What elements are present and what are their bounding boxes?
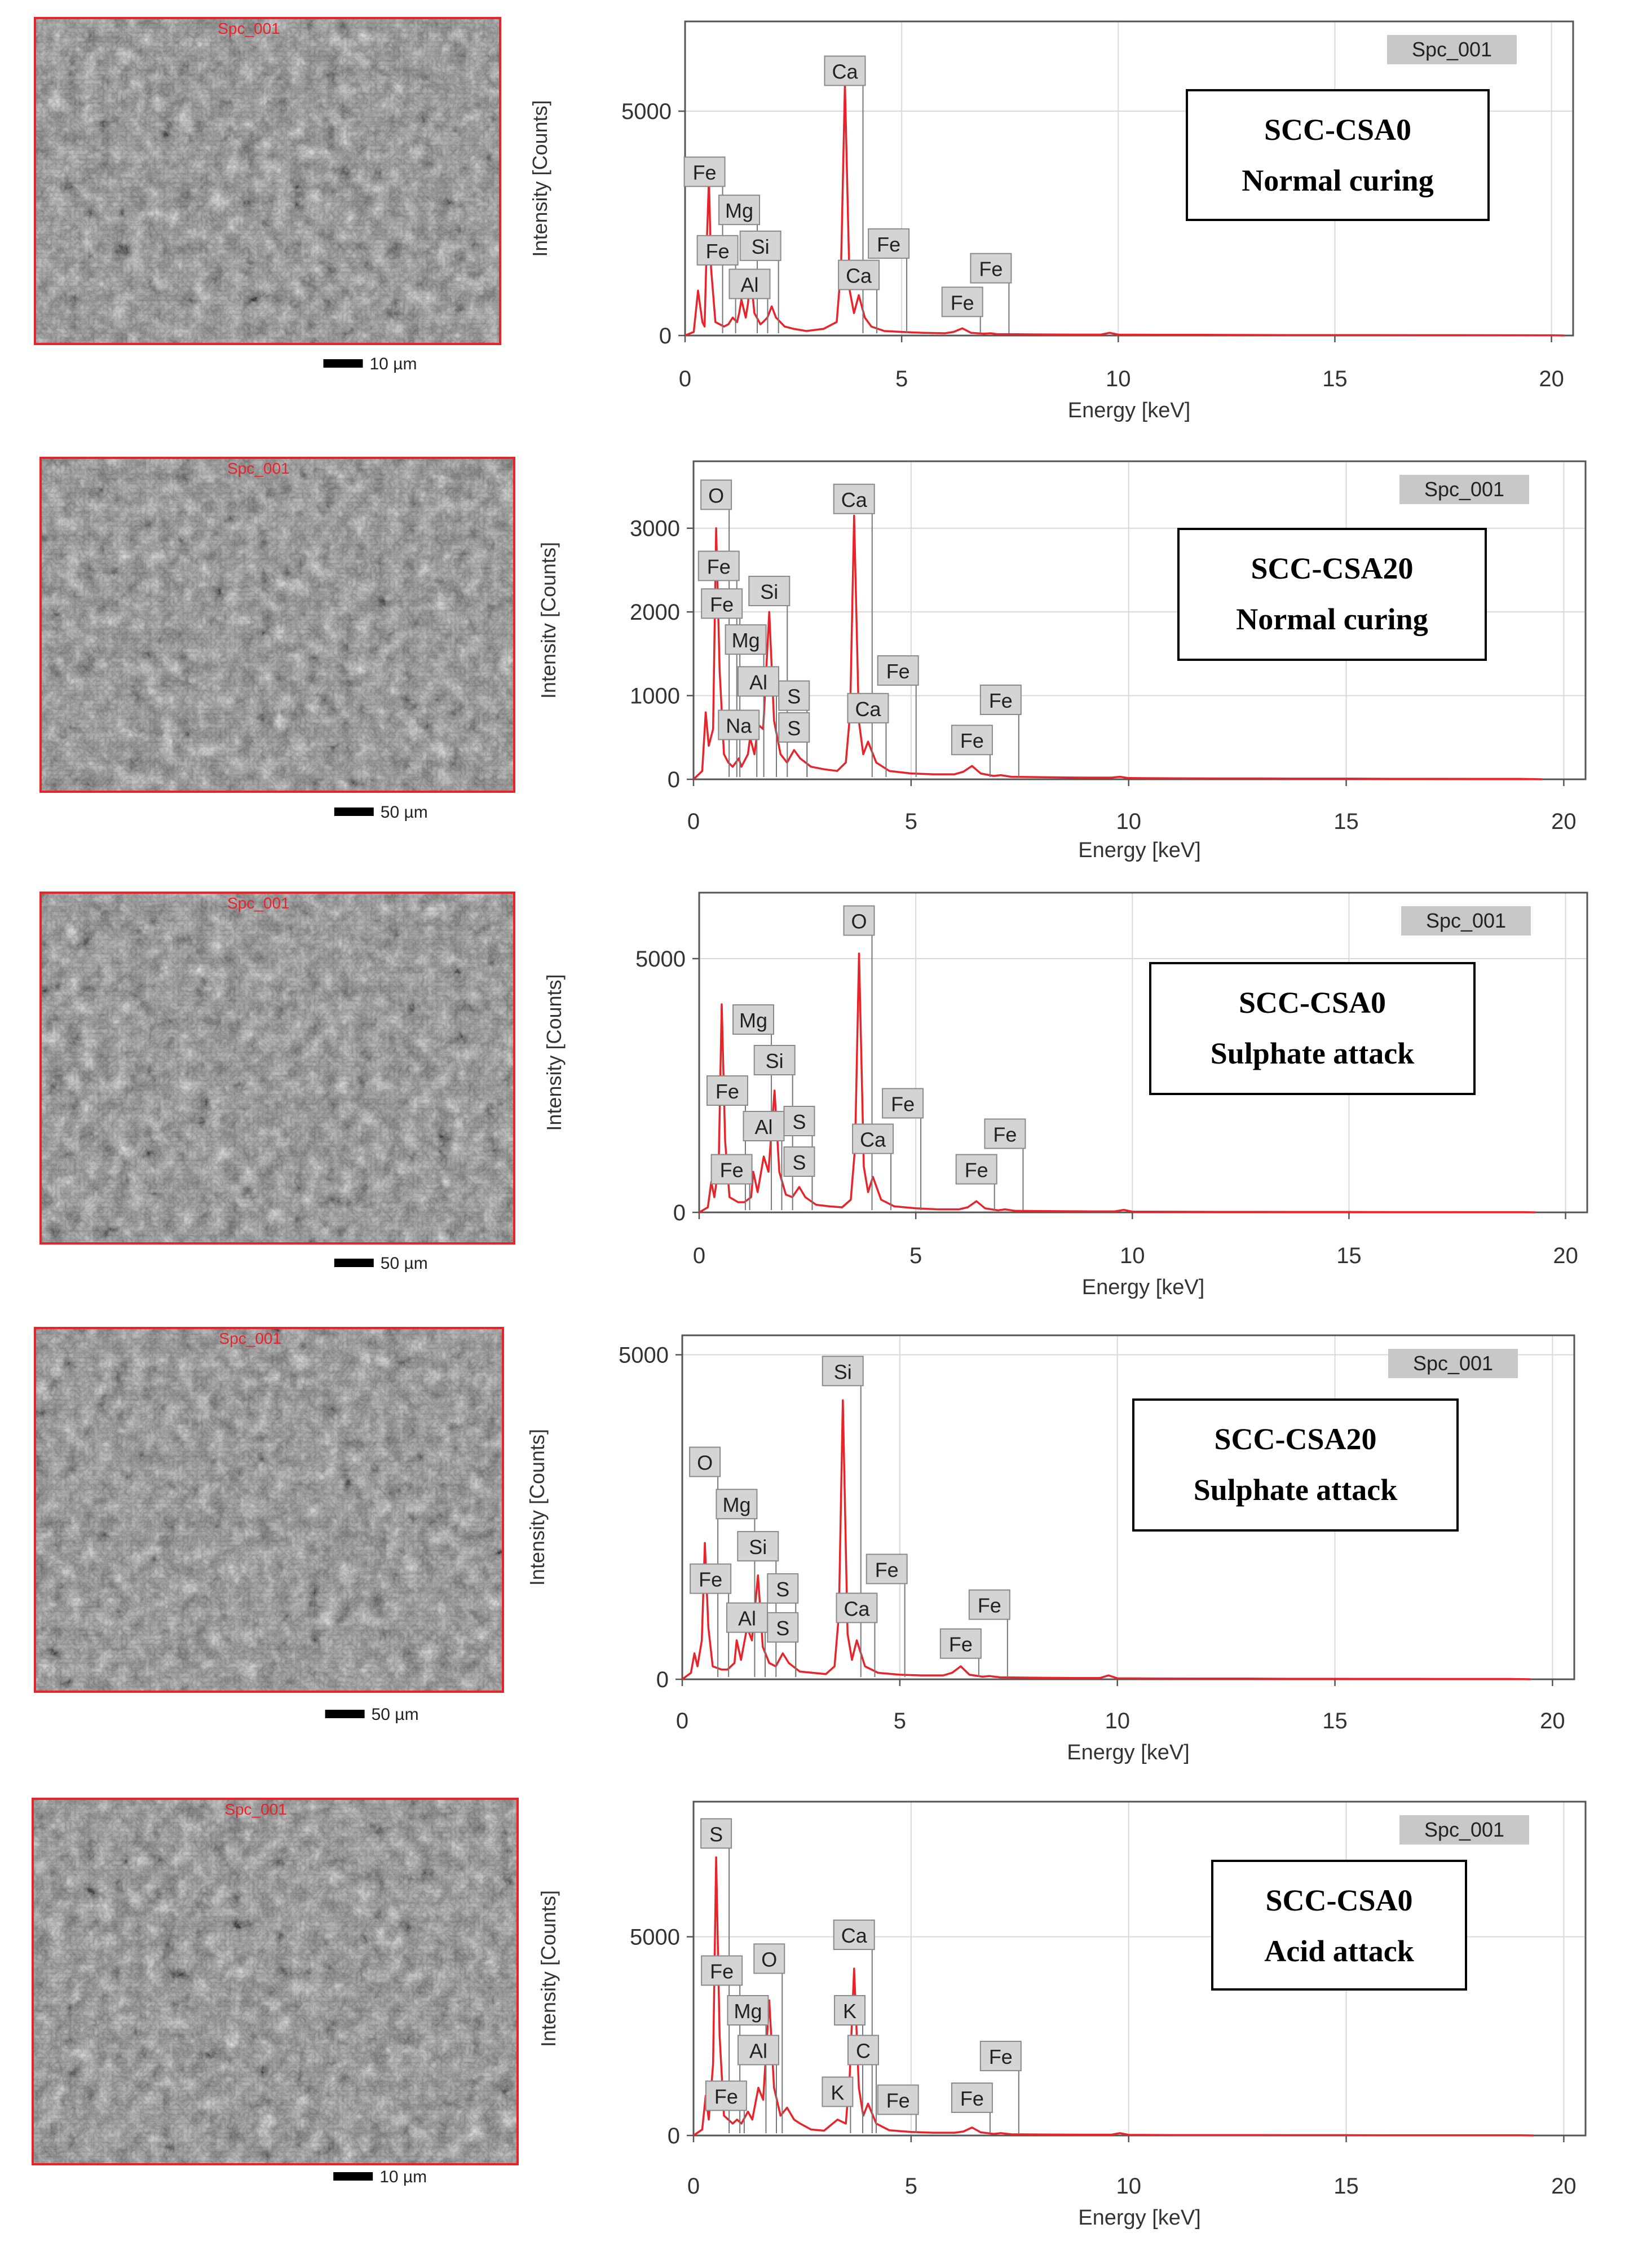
x-axis-label: Energy [keV] bbox=[1067, 399, 1191, 422]
peak-label-text: Si bbox=[760, 580, 779, 604]
y-axis-label: Intensity [Counts] bbox=[542, 974, 566, 1131]
x-tick-label: 15 bbox=[1333, 809, 1359, 834]
x-axis-label: Energy [keV] bbox=[1078, 839, 1201, 862]
peak-label-text: Al bbox=[754, 1115, 773, 1139]
x-axis-label: Energy [keV] bbox=[1078, 2206, 1201, 2230]
x-axis-label: Energy [keV] bbox=[1081, 1276, 1205, 1299]
x-tick-label: 20 bbox=[1539, 367, 1564, 391]
peak-label-text: Mg bbox=[725, 199, 754, 223]
peak-label-text: Fe bbox=[886, 660, 910, 683]
x-tick-label: 0 bbox=[687, 809, 700, 834]
x-tick-label: 5 bbox=[895, 367, 908, 391]
sample-box-line2: Normal curing bbox=[1236, 602, 1428, 636]
x-tick-label: 5 bbox=[909, 1243, 922, 1268]
spectrum-chart bbox=[537, 1802, 1586, 2230]
x-tick-label: 10 bbox=[1116, 2174, 1141, 2199]
y-tick-label: 5000 bbox=[621, 99, 672, 125]
peak-label-text: Si bbox=[765, 1049, 784, 1073]
peak-label-text: Fe bbox=[964, 1158, 988, 1182]
peak-label-text: C bbox=[855, 2039, 871, 2063]
panel-3 bbox=[41, 893, 1587, 1299]
y-tick-label: 0 bbox=[673, 1201, 686, 1225]
peak-label-text: Fe bbox=[699, 1568, 723, 1591]
peak-label-text: S bbox=[787, 685, 801, 708]
sem-scale-bar bbox=[334, 808, 374, 816]
sem-image-grain bbox=[41, 458, 514, 792]
sem-micrograph bbox=[41, 458, 514, 822]
peak-label-text: Fe bbox=[692, 161, 717, 184]
y-tick-label: 1000 bbox=[630, 683, 680, 709]
peak-label-text: Fe bbox=[875, 1558, 899, 1582]
x-tick-label: 0 bbox=[687, 2174, 700, 2199]
y-tick-label: 3000 bbox=[630, 516, 680, 541]
y-tick-label: 5000 bbox=[619, 1343, 669, 1368]
peak-label-text: Fe bbox=[710, 593, 734, 616]
peak-label-text: S bbox=[776, 1577, 790, 1601]
peak-label-text: Fe bbox=[977, 1594, 1001, 1617]
x-tick-label: 20 bbox=[1553, 1243, 1578, 1268]
x-tick-label: 5 bbox=[904, 2174, 917, 2199]
sem-micrograph bbox=[33, 1799, 518, 2186]
y-tick-label: 2000 bbox=[630, 600, 680, 625]
sample-box-line1: SCC-CSA0 bbox=[1264, 113, 1412, 147]
peak-label-text: Al bbox=[749, 2039, 767, 2063]
x-tick-label: 20 bbox=[1551, 2174, 1577, 2199]
peak-label-text: Fe bbox=[950, 291, 974, 315]
sample-box-line2: Sulphate attack bbox=[1193, 1473, 1398, 1507]
y-axis-label: Intensitv [Counts] bbox=[537, 541, 560, 699]
panel-5 bbox=[33, 1799, 1586, 2230]
peak-label-text: O bbox=[708, 484, 725, 508]
peak-label-text: Fe bbox=[715, 1080, 739, 1103]
y-axis-label: Intensity [Counts] bbox=[528, 100, 551, 257]
peak-label-text: Fe bbox=[891, 1092, 915, 1116]
peak-label-text: Na bbox=[726, 714, 752, 738]
peak-label-text: Al bbox=[738, 1607, 756, 1630]
peak-label-text: Ca bbox=[841, 1924, 867, 1948]
panel-4 bbox=[35, 1328, 1574, 1764]
peak-label-text: Al bbox=[740, 273, 759, 297]
peak-label-text: Ca bbox=[846, 264, 872, 288]
peak-label-text: Mg bbox=[739, 1009, 768, 1032]
sem-spectrum-label: Spc_001 bbox=[224, 1801, 287, 1818]
peak-label-text: Mg bbox=[731, 629, 760, 652]
sem-spectrum-label: Spc_001 bbox=[227, 460, 290, 477]
peak-label-text: Si bbox=[833, 1360, 852, 1384]
x-tick-label: 10 bbox=[1116, 809, 1141, 834]
x-tick-label: 0 bbox=[675, 1709, 689, 1733]
peak-label-text: Fe bbox=[988, 2045, 1013, 2069]
sem-spectrum-label: Spc_001 bbox=[227, 894, 290, 912]
x-tick-label: 5 bbox=[893, 1709, 906, 1733]
x-tick-label: 15 bbox=[1322, 1709, 1348, 1733]
sample-box-line1: SCC-CSA0 bbox=[1265, 1883, 1413, 1917]
peak-label-text: Ca bbox=[844, 1597, 870, 1621]
spectrum-chart bbox=[528, 21, 1573, 422]
peak-label-text: Fe bbox=[960, 729, 984, 753]
sem-scale-label: 50 µm bbox=[380, 803, 428, 822]
peak-label-text: O bbox=[851, 910, 867, 933]
peak-label-text: O bbox=[697, 1451, 713, 1475]
x-tick-label: 5 bbox=[904, 809, 917, 834]
sample-box bbox=[1178, 529, 1486, 660]
peak-label-text: Al bbox=[749, 670, 767, 694]
sem-micrograph bbox=[41, 893, 514, 1273]
peak-label-text: Ca bbox=[855, 697, 881, 721]
peak-label-text: S bbox=[792, 1151, 806, 1174]
sample-box bbox=[1133, 1400, 1458, 1530]
peak-label-text: Mg bbox=[734, 2000, 762, 2023]
peak-label-text: S bbox=[787, 716, 801, 740]
legend-tag-text: Spc_001 bbox=[1425, 909, 1507, 932]
spectrum-chart bbox=[537, 461, 1586, 862]
spectrum-chart bbox=[526, 1335, 1574, 1764]
peak-label-text: Fe bbox=[877, 232, 901, 256]
peak-label-text: S bbox=[709, 1823, 723, 1846]
peak-label-text: S bbox=[792, 1110, 806, 1133]
x-tick-label: 20 bbox=[1551, 809, 1577, 834]
sem-micrograph bbox=[35, 1328, 503, 1724]
peak-label-text: Ca bbox=[841, 488, 867, 511]
x-tick-label: 0 bbox=[678, 367, 692, 391]
sem-spectrum-label: Spc_001 bbox=[219, 1330, 282, 1347]
legend-tag-text: Spc_001 bbox=[1424, 1818, 1505, 1841]
sem-scale-label: 10 µm bbox=[379, 2168, 427, 2186]
x-axis-label: Energy [keV] bbox=[1067, 1741, 1190, 1764]
sample-box-line2: Sulphate attack bbox=[1210, 1036, 1415, 1070]
x-tick-label: 20 bbox=[1540, 1709, 1565, 1733]
peak-label-text: Mg bbox=[722, 1493, 751, 1517]
peak-label-text: Fe bbox=[719, 1158, 744, 1182]
y-tick-label: 0 bbox=[659, 324, 672, 348]
sample-box bbox=[1212, 1861, 1466, 1989]
peak-label-text: Si bbox=[751, 235, 770, 258]
sem-scale-bar bbox=[333, 2172, 373, 2181]
y-axis-label: Intensity [Counts] bbox=[526, 1428, 549, 1586]
legend-tag-text: Spc_001 bbox=[1424, 478, 1505, 501]
x-tick-label: 15 bbox=[1322, 367, 1348, 391]
sem-scale-bar bbox=[324, 359, 363, 368]
peak-label-text: O bbox=[761, 1948, 778, 1971]
sem-scale-label: 10 µm bbox=[369, 355, 417, 373]
peak-label-text: Ca bbox=[832, 60, 858, 83]
peak-label-text: Fe bbox=[710, 1960, 734, 1983]
sample-box-line1: SCC-CSA0 bbox=[1238, 986, 1386, 1020]
peak-label-text: Fe bbox=[993, 1123, 1017, 1146]
sem-scale-bar bbox=[334, 1259, 374, 1267]
peak-label-text: Fe bbox=[706, 555, 731, 579]
peak-label-text: K bbox=[843, 2000, 857, 2023]
sample-box-line1: SCC-CSA20 bbox=[1251, 551, 1414, 585]
sem-image-grain bbox=[33, 1799, 518, 2164]
peak-label-text: Fe bbox=[714, 2085, 738, 2108]
x-tick-label: 15 bbox=[1333, 2174, 1359, 2199]
peak-label-text: Si bbox=[749, 1535, 767, 1559]
legend-tag-text: Spc_001 bbox=[1412, 1352, 1494, 1375]
peak-label-text: Fe bbox=[886, 2089, 910, 2112]
peak-label-text: K bbox=[831, 2081, 845, 2104]
x-tick-label: 10 bbox=[1120, 1243, 1145, 1268]
sample-box-line1: SCC-CSA20 bbox=[1214, 1422, 1377, 1456]
y-axis-label: Intensity [Counts] bbox=[537, 1890, 560, 2048]
peak-label-text: S bbox=[776, 1616, 790, 1640]
x-tick-label: 0 bbox=[692, 1243, 706, 1268]
peak-label-text: Fe bbox=[705, 239, 730, 263]
y-tick-label: 5000 bbox=[635, 947, 686, 972]
peak-label-text: Fe bbox=[960, 2087, 984, 2111]
peak-label-text: Fe bbox=[948, 1632, 973, 1656]
y-tick-label: 0 bbox=[667, 767, 680, 792]
panel-1 bbox=[35, 18, 1573, 422]
sample-box-line2: Acid attack bbox=[1264, 1934, 1414, 1968]
sem-spectrum-label: Spc_001 bbox=[218, 20, 280, 37]
spectrum-chart bbox=[542, 893, 1587, 1299]
sem-micrograph bbox=[35, 18, 500, 373]
peak-label-text: Fe bbox=[979, 257, 1003, 281]
y-tick-label: 0 bbox=[667, 2124, 680, 2148]
peak-label-text: Fe bbox=[988, 689, 1013, 712]
sem-image-grain bbox=[35, 1328, 503, 1692]
sem-image-grain bbox=[41, 893, 514, 1243]
x-tick-label: 15 bbox=[1336, 1243, 1362, 1268]
sem-image-grain bbox=[35, 18, 500, 344]
x-tick-label: 10 bbox=[1106, 367, 1131, 391]
legend-tag-text: Spc_001 bbox=[1411, 38, 1492, 61]
y-tick-label: 5000 bbox=[630, 1925, 680, 1950]
peak-label-text: Ca bbox=[860, 1128, 886, 1151]
sample-box bbox=[1150, 963, 1474, 1094]
x-tick-label: 10 bbox=[1105, 1709, 1130, 1733]
sample-box bbox=[1187, 90, 1489, 220]
sem-scale-bar bbox=[325, 1710, 365, 1718]
sem-scale-label: 50 µm bbox=[371, 1705, 419, 1724]
panel-2 bbox=[41, 458, 1586, 862]
y-tick-label: 0 bbox=[656, 1667, 669, 1692]
sample-box-line2: Normal curing bbox=[1242, 164, 1434, 197]
sem-scale-label: 50 µm bbox=[380, 1254, 428, 1273]
